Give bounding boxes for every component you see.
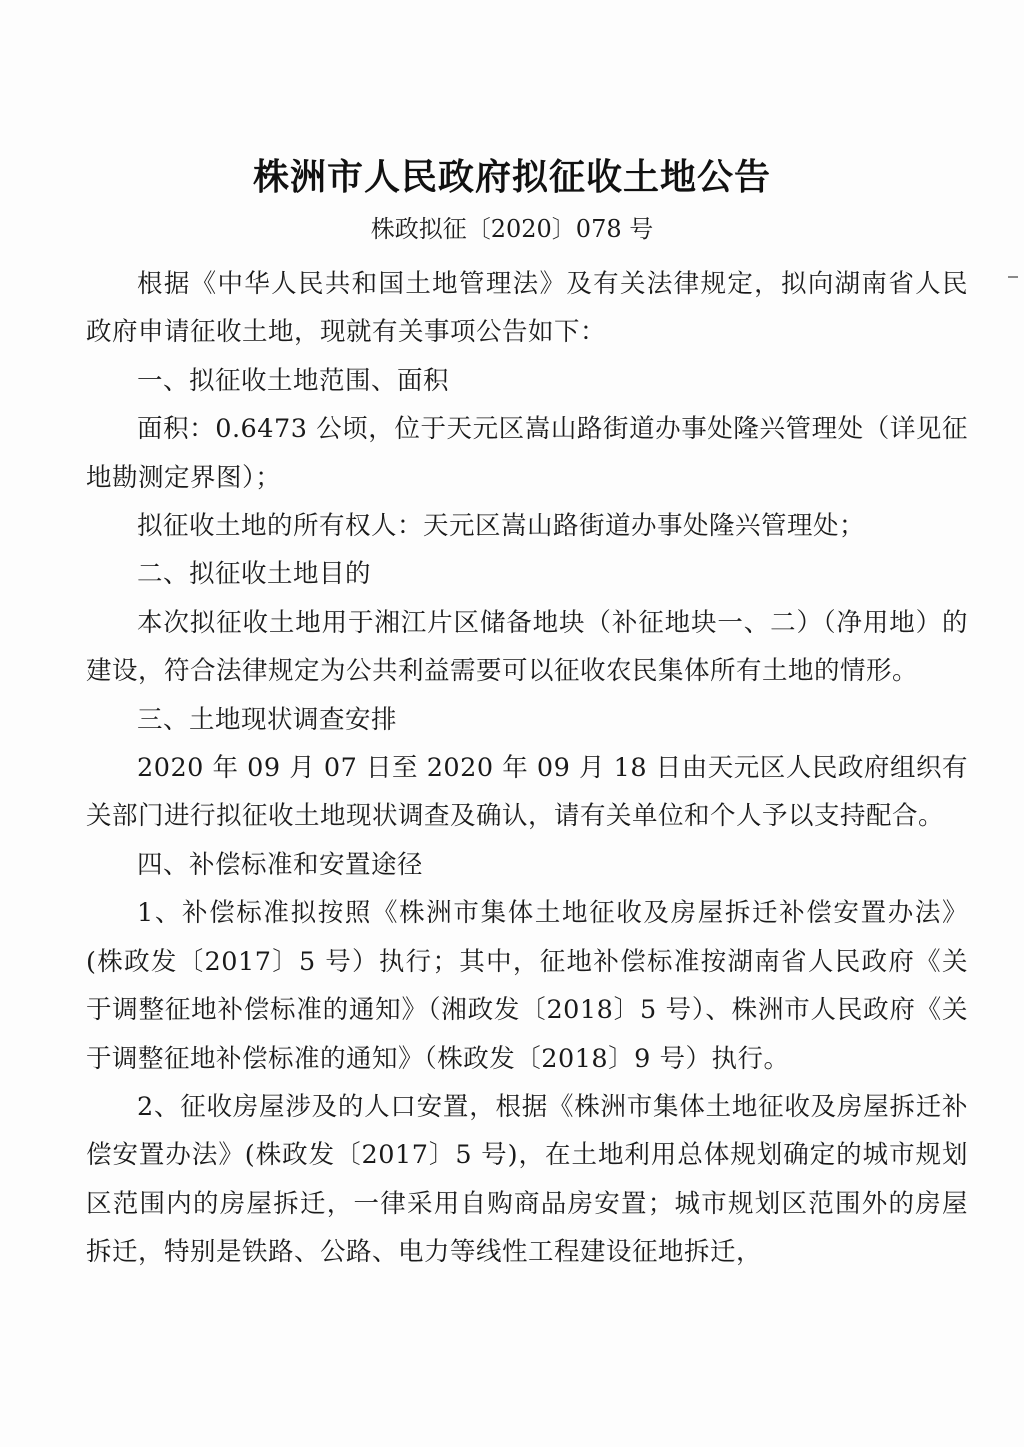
paragraph-compensation-1: 1、补偿标准拟按照《株洲市集体土地征收及房屋拆迁补偿安置办法》(株政发〔2017〕5 号）执行；其中，征地补偿标准按湖南省人民政府《关于调整征地补偿标准的通知》（湘政发〔2018〕5 号）、株洲市人民政府《关于调整征地补偿标准的通知》（株政发〔2018〕9 号）执行。 [86, 898, 968, 1074]
paragraph-survey: 2020 年 09 月 07 日至 2020 年 09 月 18 日由天元区人民政府组织有关部门进行拟征收土地现状调查及确认，请有关单位和个人予以支持配合。 [86, 753, 968, 832]
section-heading-scope: 一、拟征收土地范围、面积 [137, 365, 450, 396]
document-title: 株洲市人民政府拟征收土地公告 [252, 157, 771, 198]
document-body [86, 260, 968, 1277]
section-heading-survey: 三、土地现状调查安排 [137, 704, 398, 735]
paragraph-compensation-2: 2、征收房屋涉及的人口安置，根据《株洲市集体土地征收及房屋拆迁补偿安置办法》(株政发〔2017〕5 号)，在土地利用总体规划确定的城市规划区范围内的房屋拆迁，一律采用自购商品房安置；城市规划区范围外的房屋拆迁，特别是铁路、公路、电力等线性工程建设征地拆迁， [86, 1091, 968, 1268]
paragraph-area: 面积：0.6473 公顷，位于天元区嵩山路街道办事处隆兴管理处（详见征地勘测定界图）； [86, 414, 968, 493]
paragraph-owner: 拟征收土地的所有权人：天元区嵩山路街道办事处隆兴管理处； [137, 511, 866, 542]
paragraph-intro: 根据《中华人民共和国土地管理法》及有关法律规定，拟向湖南省人民政府申请征收土地，现就有关事项公告如下： [86, 269, 968, 348]
scan-mark [1008, 276, 1018, 278]
document-number: 株政拟征〔2020〕078 号 [370, 215, 654, 243]
section-heading-compensation: 四、补偿标准和安置途径 [137, 849, 424, 880]
paragraph-purpose: 本次拟征收土地用于湘江片区储备地块（补征地块一、二）（净用地）的建设，符合法律规定为公共利益需要可以征收农民集体所有土地的情形。 [86, 607, 968, 687]
section-heading-purpose: 二、拟征收土地目的 [137, 559, 372, 590]
